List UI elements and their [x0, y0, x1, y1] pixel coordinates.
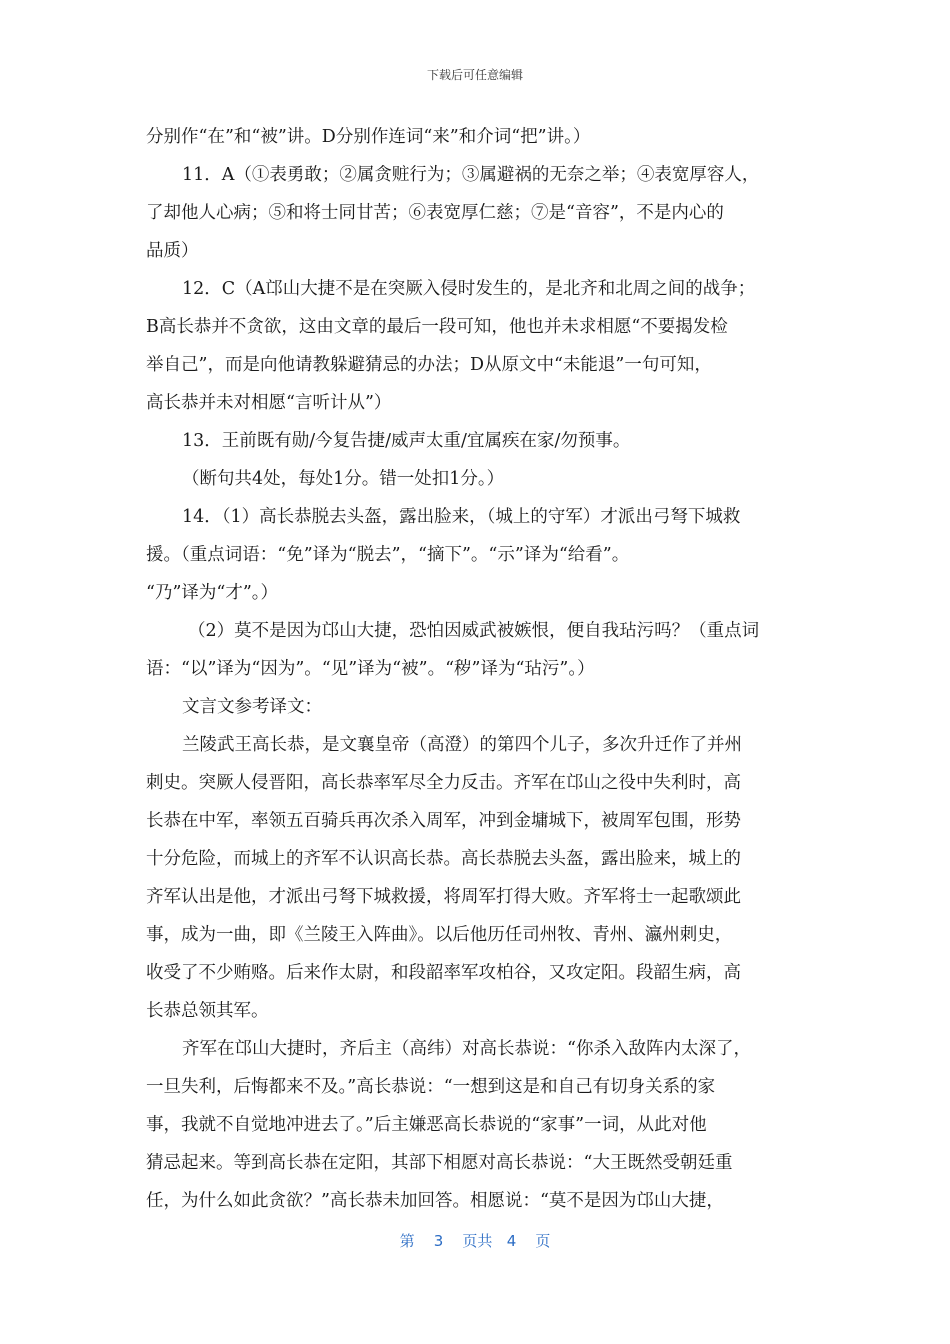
- text-line: “乃”译为“才”。）: [146, 583, 279, 603]
- text-line: B高长恭并不贪欲，这由文章的最后一段可知，他也并未求相愿“不要揭发检: [146, 317, 728, 337]
- text-line: 事，成为一曲，即《兰陵王入阵曲》。以后他历任司州牧、青州、瀛州刺史，: [146, 925, 733, 945]
- text-line: 高长恭并未对相愿“言听计从”）: [146, 393, 392, 413]
- text-line: 猜忌起来。等到高长恭在定阳，其部下相愿对高长恭说：“大王既然受朝廷重: [146, 1153, 733, 1173]
- text-line: 齐军认出是他，才派出弓弩下城救援，将周军打得大败。齐军将士一起歌颂此: [146, 887, 741, 907]
- text-line: 举自己”，而是向他请教躲避猜忌的办法；D从原文中“未能退”一句可知，: [146, 355, 712, 375]
- text-line: 文言文参考译文：: [182, 697, 322, 717]
- page-header: 下载后可任意编辑: [426, 68, 523, 82]
- document-body: [146, 118, 811, 1220]
- text-line: 十分危险，而城上的齐军不认识高长恭。高长恭脱去头盔，露出脸来，城上的: [146, 849, 741, 869]
- text-line: 任，为什么如此贪欲？”高长恭未加回答。相愿说：“莫不是因为邙山大捷，: [146, 1191, 724, 1211]
- text-line: 兰陵武王高长恭，是文襄皇帝（高澄）的第四个儿子，多次升迁作了并州: [182, 735, 742, 755]
- text-line: 长恭在中军，率领五百骑兵再次杀入周军，冲到金墉城下，被周军包围，形势: [146, 811, 741, 831]
- text-line: 11．A（①表勇敢；②属贪赃行为；③属避祸的无奈之举；④表宽厚容人，: [182, 165, 760, 185]
- text-line: 12．C（A邙山大捷不是在突厥入侵时发生的，是北齐和北周之间的战争；: [182, 279, 756, 299]
- text-line: 一旦失利，后悔都来不及。”高长恭说：“一想到这是和自己有切身关系的家: [146, 1077, 716, 1097]
- page-footer: [0, 1230, 950, 1251]
- text-line: 语：“以”译为“因为”。“见”译为“被”。“秽”译为“玷污”。）: [146, 659, 595, 679]
- footer-prefix: 第: [399, 1232, 415, 1250]
- text-line: 刺史。突厥人侵晋阳，高长恭率军尽全力反击。齐军在邙山之役中失利时，高: [146, 773, 741, 793]
- text-line: （2）莫不是因为邙山大捷，恐怕因威武被嫉恨，便自我玷污吗？（重点词: [188, 621, 760, 641]
- text-line: 品质）: [146, 241, 199, 261]
- footer-page-number: 3: [433, 1232, 444, 1250]
- text-line: 分别作“在”和“被”讲。D分别作连词“来”和介词“把”讲。）: [146, 127, 591, 147]
- text-line: 齐军在邙山大捷时，齐后主（高纬）对高长恭说：“你杀入敌阵内太深了，: [182, 1039, 751, 1059]
- footer-suffix: 页: [535, 1232, 551, 1250]
- text-line: 13．王前既有勋/今复告捷/威声太重/宜属疾在家/勿预事。: [182, 431, 631, 451]
- footer-total-pages: 4: [506, 1232, 517, 1250]
- text-line: （断句共4处，每处1分。错一处扣1分。）: [182, 469, 505, 489]
- text-line: 14．（1）高长恭脱去头盔，露出脸来，（城上的守军）才派出弓弩下城救: [182, 507, 741, 527]
- text-line: 收受了不少贿赂。后来作太尉，和段韶率军攻柏谷，又攻定阳。段韶生病，高: [146, 963, 741, 983]
- text-line: 事，我就不自觉地冲进去了。”后主嫌恶高长恭说的“家事”一词，从此对他: [146, 1115, 707, 1135]
- text-line: 了却他人心病；⑤和将士同甘苦；⑥表宽厚仁慈；⑦是“音容”，不是内心的: [146, 203, 724, 223]
- text-line: 长恭总领其军。: [146, 1001, 269, 1021]
- text-line: 援。（重点词语：“免”译为“脱去”，“摘下”。“示”译为“给看”。: [146, 545, 630, 565]
- footer-middle: 页共: [462, 1232, 493, 1250]
